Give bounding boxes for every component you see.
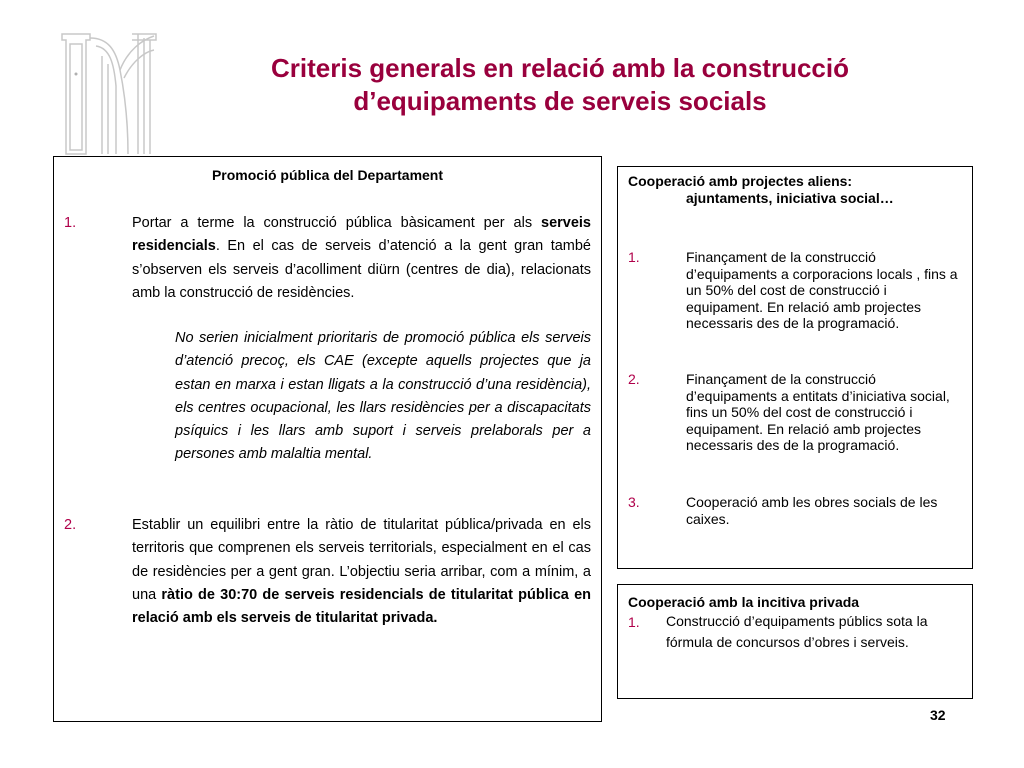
rt-item-1-text: Finançament de la construcció d’equipaments a corporacions locals , fins a un 50% del cost de construcció i equipament. En relació amb projectes necessaris des de la programació. [686,249,958,331]
right-top-heading-2: ajuntaments, iniciativa social… [686,190,894,206]
left-panel [53,156,602,722]
right-top-panel [617,166,973,569]
right-bottom-heading: Cooperació amb la incitiva privada [628,594,860,610]
arch-logo-icon [58,30,158,156]
rt-item-1-number: 1. [628,249,640,265]
right-top-heading-1: Cooperació amb projectes aliens: [628,173,853,189]
right-top-heading [628,173,894,207]
item-1-note: No serien inicialment prioritaris de promoció pública els serveis d’atenció precoç, els CAE (excepte aquells projectes que ja estan en marxa i estan lligats a la construcció d’una residència), els centres ocupacional, les llars residències per a discapacitats psíquics i les llars amb suport i serveis prelaborals per a persones amb malaltia mental. [175,330,591,463]
rt-item-2-number: 2. [628,371,640,387]
page-number: 32 [930,707,946,723]
rt-item-3-text: Cooperació amb les obres socials de les caixes. [686,494,938,527]
item-1-number: 1. [64,215,77,231]
rb-item-1-text: Construcció d’equipaments públics sota la fórmula de concursos d’obres i serveis. [666,613,928,650]
item-1-text [132,212,591,305]
item-2-pre: Establir un equilibri entre la ràtio de titularitat pública/privada en els territoris que comprenen els serveis territorials, especialment en el cas de residències per a gent gran. L’objectiu seria arribar, com a mínim, a una [132,517,591,603]
left-heading: Promoció pública del Departament [211,167,444,183]
title-line-1: Criteris generals en relació amb la construcció [270,53,849,83]
item-1-bold: serveis residencials [132,215,591,255]
item-2-number: 2. [64,517,77,533]
item-2-bold: ràtio de 30:70 de serveis residencials de titularitat pública en relació amb els serveis de titularitat privada. [132,586,591,627]
rb-item-1-number: 1. [628,614,640,630]
right-bottom-panel [617,584,973,699]
rt-item-2-text: Finançament de la construcció d’equipaments a entitats d’iniciativa social, fins un 50% del cost de construcció i equipament. En relació amb projectes necessaris des de la programació. [686,371,950,453]
item-1-post: . En el cas de serveis d’atenció a la gent gran també s’observen els serveis d’acolliment diürn (centres de dia), relacionats amb la construcció de residències. [132,238,591,301]
title-line-2: d’equipaments de serveis socials [353,86,767,116]
item-2-text [132,514,591,630]
page-title [180,52,940,118]
rt-item-3-number: 3. [628,494,640,510]
item-1-pre: Portar a terme la construcció pública bàsicament per als [132,215,541,231]
